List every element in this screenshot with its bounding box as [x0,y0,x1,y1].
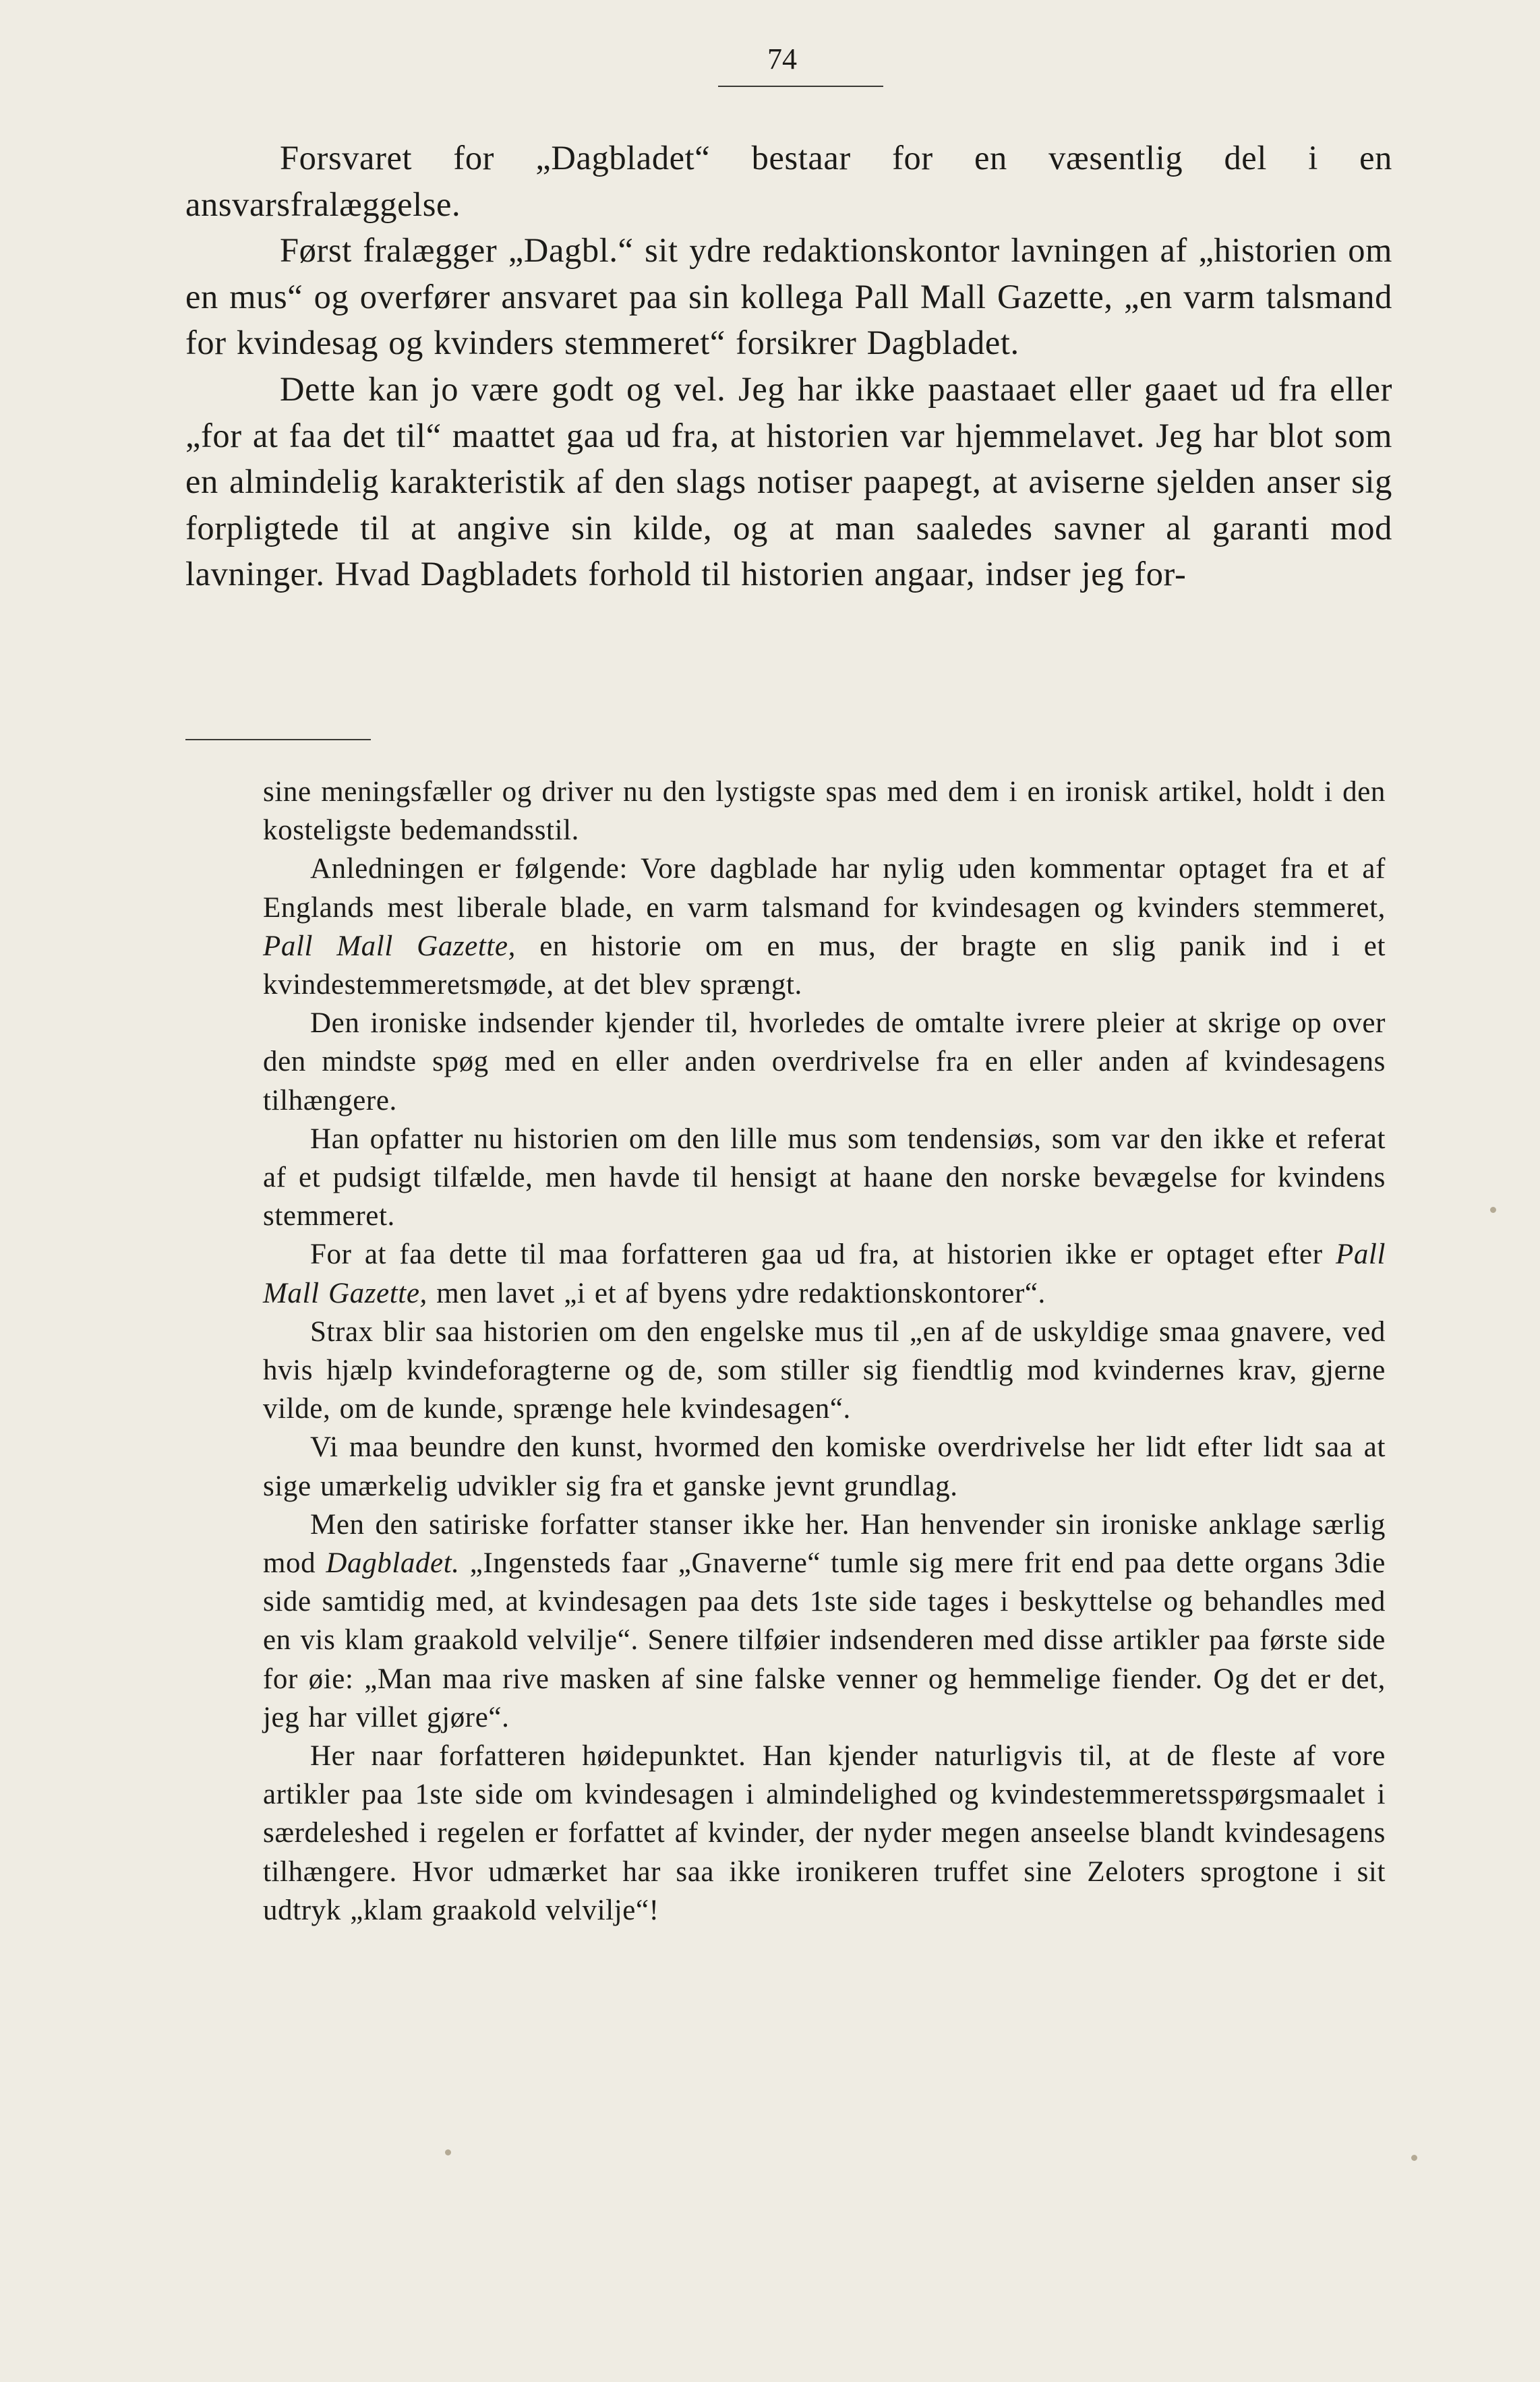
page-number: 74 [767,42,797,76]
note-text: Men den satiriske forfatter stanser ikke her. Han henvender sin ironiske anklage særlig mod [263,1508,1386,1580]
note-text: men lavet „i et af byens ydre redaktionskontorer“. [436,1277,1046,1309]
note-paragraph: Her naar forfatteren høidepunktet. Han kjender naturligvis til, at de fleste af vore artikler paa 1ste side om kvindesagen i almindelighed og kvindestemmeretsspørgsmaalet i særdeleshed i regelen er forfattet af kvinder, der nyder megen anseelse blandt kvindesagens tilhængere. Hvor udmærket har saa ikke ironikeren truffet sine Zeloters sprogtone i sit udtryk „klam graakold velvilje“! [263,1740,1386,1926]
note-paragraph [263,1235,1386,1312]
note-text: For at faa dette til maa forfatteren gaa ud fra, at historien ikke er optaget efter [310,1239,1323,1271]
note-text: „Ingensteds faar „Gnaverne“ tumle sig mere frit end paa dette organs 3die side samtidig med, at kvindesagen paa dets 1ste side tages i beskyttelse og behandles med en vis klam graakold velvilje“. Senere tilføier indsenderen med disse artikler paa første side for øie: „Man maa rive masken af sine falske venner og hemmelige fiender. Og det er det, jeg har villet gjøre“. [263,1547,1386,1733]
note-text: en historie om en mus, der bragte en slig panik ind i et kvindestemmeretsmøde, at det blev sprængt. [263,930,1386,1001]
note-paragraph: Strax blir saa historien om den engelske mus til „en af de uskyldige smaa gnavere, ved hvis hjælp kvindeforagterne og de, som stiller sig fiendtlig mod kvindernes krav, gjerne vilde, om de kunde, sprænge hele kvindesagen“. [263,1315,1386,1425]
newspaper-title: Dagbladet. [326,1547,460,1580]
note-paragraph [263,850,1386,1004]
page-number-rule [718,86,883,87]
main-paragraph: Forsvaret for „Dagbladet“ bestaar for en væsentlig del i en ansvarsfralæggelse. [185,139,1392,223]
note-paragraph: Han opfatter nu historien om den lille mus som tendensiøs, som var den ikke et referat af et pudsigt tilfælde, men havde til hensigt at haane den norske bevægelse for kvindens stemmeret. [263,1123,1386,1232]
main-paragraph: Først fralægger „Dagbl.“ sit ydre redaktionskontor lavningen af „historien om en mus“ og overfører ansvaret paa sin kollega Pall Mall Gazette, „en varm talsmand for kvindesag og kvinders stemmeret“ forsikrer Dagbladet. [185,231,1392,362]
newspaper-title: Pall Mall Gazette, [263,930,516,962]
note-paragraph: Vi maa beundre den kunst, hvormed den komiske overdrivelse her lidt efter lidt saa at sige umærkelig udvikler sig fra et ganske jevnt grundlag. [263,1431,1386,1502]
paper-speck [1411,2155,1417,2161]
note-paragraph [263,1506,1386,1737]
main-paragraph: Dette kan jo være godt og vel. Jeg har ikke paastaaet eller gaaet ud fra eller „for at faa det til“ maattet gaa ud fra, at historien var hjemmelavet. Jeg har blot som en almindelig karakteristik af den slags notiser paapegt, at aviserne sjelden anser sig forpligtede til at angive sin kilde, og at man saaledes savner al garanti mod lavninger. Hvad Dagbladets forhold til historien angaar, indser jeg for- [185,369,1392,593]
paper-speck [1490,1207,1496,1213]
newspaper-title: Pall Mall Gazette, [263,1239,1386,1309]
note-text: Anledningen er følgende: Vore dagblade har nylig uden kommentar optaget fra et af Englands mest liberale blade, en varm talsmand for kvindesagen og kvinders stemmeret, [263,853,1386,924]
note-paragraph: Den ironiske indsender kjender til, hvorledes de omtalte ivrere pleier at skrige op over den mindste spøg med en eller anden overdrivelse fra en eller anden af kvindesagens tilhængere. [263,1007,1386,1116]
footnote-text [263,773,1386,1930]
note-paragraph: sine meningsfæller og driver nu den lystigste spas med dem i en ironisk artikel, holdt i den kosteligste bedemandsstil. [263,776,1386,847]
footnote-rule [185,739,371,740]
paper-speck [445,2149,451,2155]
main-text [185,135,1392,597]
